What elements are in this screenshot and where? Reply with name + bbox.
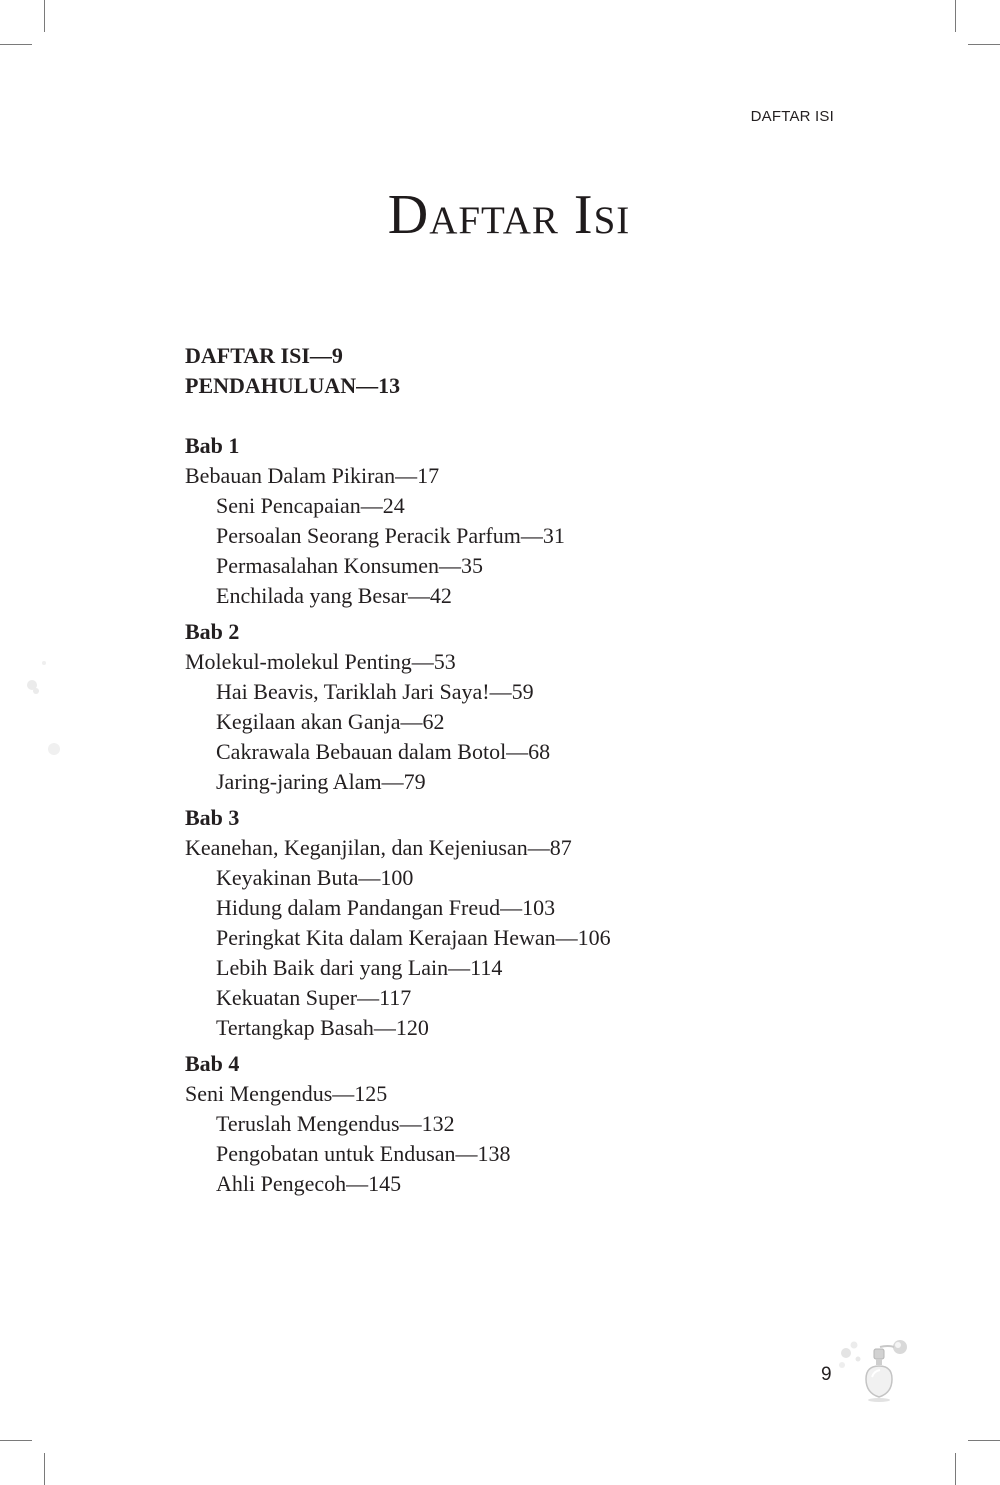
- chapter-title: Keanehan, Keganjilan, dan Kejeniusan—87: [185, 835, 572, 860]
- crop-mark: [44, 0, 45, 32]
- toc-front-item: PENDAHULUAN—13: [185, 373, 401, 398]
- chapter-title: Seni Mengendus—125: [185, 1081, 388, 1106]
- toc-section: Ahli Pengecoh—145: [216, 1171, 402, 1196]
- toc-section: Enchilada yang Besar—42: [216, 583, 452, 608]
- crop-mark: [0, 1440, 32, 1441]
- toc-section: Teruslah Mengendus—132: [216, 1111, 455, 1136]
- toc-section: Tertangkap Basah—120: [216, 1015, 429, 1040]
- toc-chapter: [185, 617, 825, 797]
- toc-section: Persoalan Seorang Peracik Parfum—31: [216, 523, 565, 548]
- toc-section: Cakrawala Bebauan dalam Botol—68: [216, 739, 551, 764]
- perfume-bottle-icon: [836, 1335, 912, 1405]
- toc-section: Jaring-jaring Alam—79: [216, 769, 426, 794]
- crop-mark: [955, 0, 956, 32]
- table-of-contents: [185, 341, 825, 1205]
- crop-mark: [968, 1440, 1000, 1441]
- chapter-label: Bab 1: [185, 433, 240, 458]
- toc-section: Kekuatan Super—117: [216, 985, 412, 1010]
- toc-front-item: DAFTAR ISI—9: [185, 343, 343, 368]
- toc-section: Hidung dalam Pandangan Freud—103: [216, 895, 556, 920]
- page-title: Daftar Isi: [387, 184, 631, 246]
- chapter-label: Bab 4: [185, 1051, 240, 1076]
- toc-section: Peringkat Kita dalam Kerajaan Hewan—106: [216, 925, 611, 950]
- toc-section: Seni Pencapaian—24: [216, 493, 405, 518]
- crop-mark: [955, 1453, 956, 1485]
- crop-mark: [0, 44, 32, 45]
- chapter-title: Molekul-molekul Penting—53: [185, 649, 456, 674]
- toc-chapter: [185, 803, 825, 1043]
- page-number: 9: [821, 1364, 832, 1385]
- chapter-label: Bab 2: [185, 619, 240, 644]
- toc-section: Permasalahan Konsumen—35: [216, 553, 483, 578]
- crop-mark: [968, 44, 1000, 45]
- toc-section: Pengobatan untuk Endusan—138: [216, 1141, 511, 1166]
- chapter-title: Bebauan Dalam Pikiran—17: [185, 463, 440, 488]
- toc-section: Hai Beavis, Tariklah Jari Saya!—59: [216, 679, 534, 704]
- margin-speck: [22, 655, 62, 765]
- running-head: DAFTAR ISI: [750, 108, 834, 125]
- toc-section: Lebih Baik dari yang Lain—114: [216, 955, 503, 980]
- toc-chapter: [185, 1049, 825, 1199]
- crop-mark: [44, 1453, 45, 1485]
- toc-section: Kegilaan akan Ganja—62: [216, 709, 445, 734]
- toc-chapter: [185, 431, 825, 611]
- toc-section: Keyakinan Buta—100: [216, 865, 414, 890]
- chapter-label: Bab 3: [185, 805, 240, 830]
